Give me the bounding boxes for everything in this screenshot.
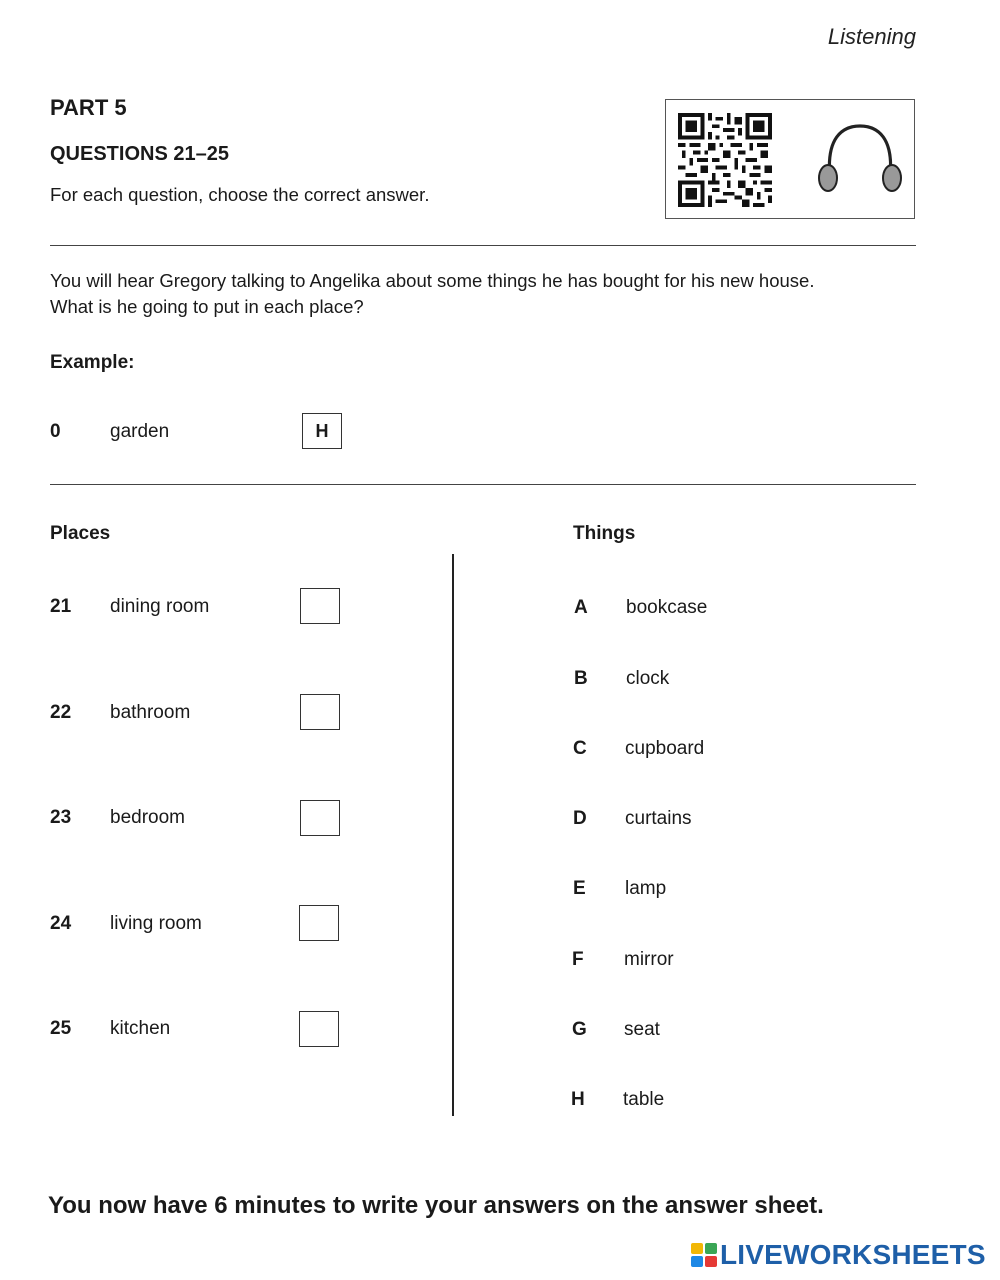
question-number-24: 24: [50, 913, 72, 934]
qr-code-icon[interactable]: [678, 113, 772, 207]
intro-line-2: What is he going to put in each place?: [50, 296, 364, 317]
option-letter-d: D: [573, 808, 587, 829]
audio-box[interactable]: [665, 99, 915, 219]
place-bedroom: bedroom: [110, 807, 185, 828]
option-seat: seat: [624, 1019, 660, 1040]
brand-name: LIVEWORKSHEETS: [720, 1239, 986, 1270]
intro-text: [50, 268, 920, 320]
part-title: PART 5: [50, 95, 127, 120]
answer-box-24[interactable]: [299, 905, 339, 941]
answer-box-22[interactable]: [300, 694, 340, 730]
place-dining-room: dining room: [110, 596, 210, 617]
liveworksheets-logo-icon: [690, 1242, 718, 1268]
example-number: 0: [50, 421, 61, 442]
question-number-25: 25: [50, 1018, 72, 1039]
divider-middle: [50, 484, 916, 485]
answer-box-21[interactable]: [300, 588, 340, 624]
place-living-room: living room: [110, 913, 202, 934]
question-number-21: 21: [50, 596, 72, 617]
time-instruction: You now have 6 minutes to write your answers on the answer sheet.: [48, 1192, 824, 1219]
question-number-22: 22: [50, 702, 72, 723]
option-curtains: curtains: [625, 808, 692, 829]
divider-top: [50, 245, 916, 246]
option-letter-b: B: [574, 668, 588, 689]
option-lamp: lamp: [625, 878, 667, 899]
questions-range: QUESTIONS 21–25: [50, 143, 229, 165]
example-place: garden: [110, 421, 170, 442]
question-number-23: 23: [50, 807, 72, 828]
option-letter-c: C: [573, 738, 587, 759]
place-bathroom: bathroom: [110, 702, 191, 723]
option-letter-e: E: [573, 878, 586, 899]
places-heading: Places: [50, 523, 111, 544]
option-clock: clock: [626, 668, 670, 689]
example-label: Example:: [50, 352, 135, 373]
brand-logo[interactable]: [690, 1238, 986, 1272]
answer-box-23[interactable]: [300, 800, 340, 836]
option-letter-g: G: [572, 1019, 587, 1040]
option-letter-f: F: [572, 949, 584, 970]
column-divider: [452, 554, 454, 1116]
option-bookcase: bookcase: [626, 597, 708, 618]
section-label: Listening: [827, 24, 916, 49]
option-letter-h: H: [571, 1089, 585, 1110]
things-heading: Things: [573, 523, 636, 544]
intro-line-1: You will hear Gregory talking to Angelika about some things he has bought for his new house.: [50, 270, 815, 291]
option-letter-a: A: [574, 597, 588, 618]
headphones-icon[interactable]: [816, 122, 904, 200]
option-cupboard: cupboard: [625, 738, 705, 759]
answer-box-25[interactable]: [299, 1011, 339, 1047]
example-answer-box: H: [302, 413, 342, 449]
place-kitchen: kitchen: [110, 1018, 171, 1039]
instruction-text: For each question, choose the correct answer.: [50, 184, 430, 205]
option-table: table: [623, 1089, 665, 1110]
option-mirror: mirror: [624, 949, 674, 970]
